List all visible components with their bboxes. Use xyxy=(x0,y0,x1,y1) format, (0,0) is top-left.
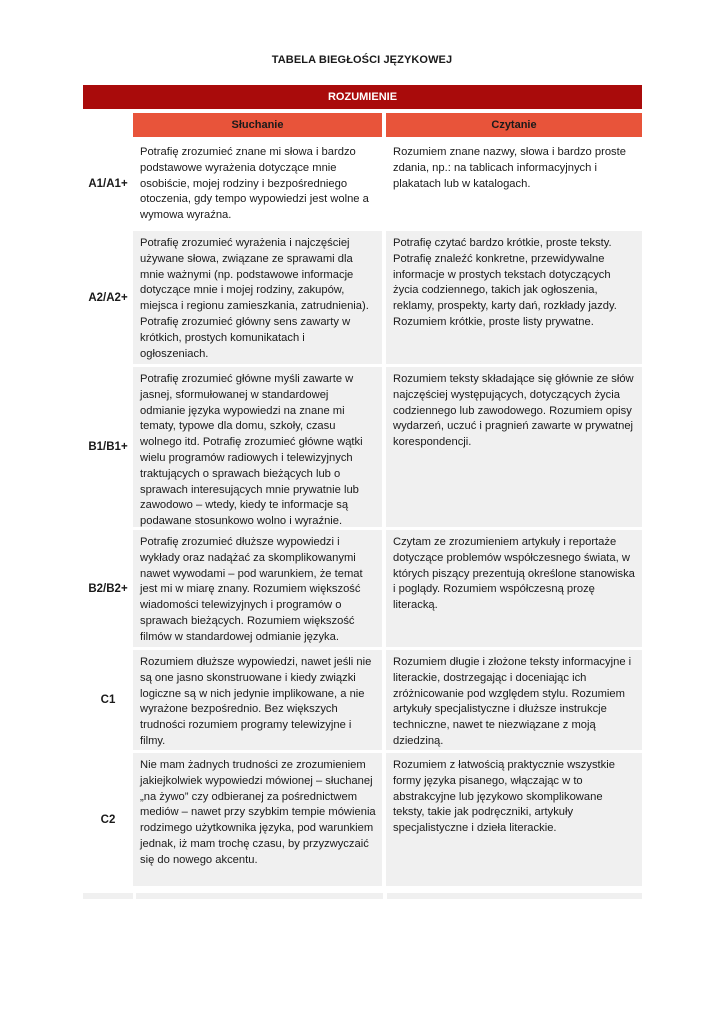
table-row xyxy=(83,650,642,750)
reading-cell: Potrafię czytać bardzo krótkie, proste teksty. Potrafię znaleźć konkretne, przewidywalne informacje w prostych tekstach dotyczących życia codziennego, takich jak ogłoszenia, reklamy, prospekty, karty dań, rozkłady jazdy. Rozumiem krótkie, proste listy prywatne. xyxy=(386,231,642,364)
level-label: B1/B1+ xyxy=(83,367,133,527)
level-label: A1/A1+ xyxy=(83,140,133,228)
proficiency-table xyxy=(83,85,642,886)
level-label: B2/B2+ xyxy=(83,530,133,647)
reading-cell: Rozumiem znane nazwy, słowa i bardzo proste zdania, np.: na tablicach informacyjnych i plakatach lub w katalogach. xyxy=(386,140,642,228)
level-label: C2 xyxy=(83,753,133,886)
column-header-listening: Słuchanie xyxy=(133,113,382,137)
table-continuation-stub xyxy=(83,893,642,899)
listening-cell: Potrafię zrozumieć znane mi słowa i bardzo podstawowe wyrażenia dotyczące mnie osobiście, mojej rodziny i bezpośredniego otoczenia, gdy tempo wypowiedzi jest wolne a wymowa wyraźna. xyxy=(133,140,382,228)
column-header-reading: Czytanie xyxy=(386,113,642,137)
stub-reading-cell xyxy=(387,893,642,899)
table-row xyxy=(83,231,642,364)
stub-level-cell xyxy=(83,893,133,899)
level-label: C1 xyxy=(83,650,133,750)
table-row xyxy=(83,530,642,647)
reading-cell: Rozumiem teksty składające się głównie ze słów najczęściej występujących, dotyczących życia codziennego lub zawodowego. Rozumiem opisy wydarzeń, uczuć i pragnień zawarte w prywatnej korespondencji. xyxy=(386,367,642,527)
listening-cell: Potrafię zrozumieć wyrażenia i najczęściej używane słowa, związane ze sprawami dla mnie ważnymi (np. podstawowe informacje dotyczące mnie i mojej rodziny, zakupów, miejsca i regionu zamieszkania, zatrudnienia). Potrafię zrozumieć główny sens zawarty w krótkich, prostych komunikatach i ogłoszeniach. xyxy=(133,231,382,364)
stub-listening-cell xyxy=(136,893,384,899)
table-row xyxy=(83,140,642,228)
table-row xyxy=(83,367,642,527)
listening-cell: Nie mam żadnych trudności ze zrozumieniem jakiejkolwiek wypowiedzi mówionej – słuchanej „na żywo” czy odbieranej za pośrednictwem mediów – nawet przy szybkim tempie mówienia rodzimego użytkownika języka, pod warunkiem jednak, iż mam trochę czasu, by przyzwyczaić się do nowego akcentu. xyxy=(133,753,382,886)
section-header: ROZUMIENIE xyxy=(83,85,642,109)
level-label: A2/A2+ xyxy=(83,231,133,364)
listening-cell: Rozumiem dłuższe wypowiedzi, nawet jeśli nie są one jasno skonstruowane i kiedy związki logiczne są w nich jedynie implikowane, a nie wyrażone bezpośrednio. Bez większych trudności rozumiem programy telewizyjne i filmy. xyxy=(133,650,382,750)
listening-cell: Potrafię zrozumieć dłuższe wypowiedzi i wykłady oraz nadążać za skomplikowanymi nawet wywodami – pod warunkiem, że temat jest mi w miarę znany. Rozumiem większość wiadomości telewizyjnych i programów o sprawach bieżących. Rozumiem większość filmów w standardowej odmianie języka. xyxy=(133,530,382,647)
reading-cell: Rozumiem długie i złożone teksty informacyjne i literackie, dostrzegając i doceniając ich zróżnicowanie pod względem stylu. Rozumiem artykuły specjalistyczne i dłuższe instrukcje techniczne, nawet te niezwiązane z moją dziedziną. xyxy=(386,650,642,750)
listening-cell: Potrafię zrozumieć główne myśli zawarte w jasnej, sformułowanej w standardowej odmianie języka wypowiedzi na znane mi tematy, typowe dla domu, szkoły, czasu wolnego itd. Potrafię zrozumieć główne wątki wielu programów radiowych i telewizyjnych traktujących o sprawach bieżących lub o sprawach interesujących mnie prywatnie lub zawodowo – wtedy, kiedy te informacje są podawane stosunkowo wolno i wyraźnie. xyxy=(133,367,382,527)
column-headers xyxy=(83,113,642,137)
reading-cell: Rozumiem z łatwością praktycznie wszystkie formy języka pisanego, włączając w to abstrakcyjne lub językowo skomplikowane teksty, takie jak podręczniki, artykuły specjalistyczne i dzieła literackie. xyxy=(386,753,642,886)
page-title: TABELA BIEGŁOŚCI JĘZYKOWEJ xyxy=(271,54,453,66)
level-column-blank xyxy=(83,113,133,137)
table-row xyxy=(83,753,642,886)
reading-cell: Czytam ze zrozumieniem artykuły i reportaże dotyczące problemów współczesnego świata, w których piszący prezentują określone stanowiska i poglądy. Rozumiem współczesną prozę literacką. xyxy=(386,530,642,647)
